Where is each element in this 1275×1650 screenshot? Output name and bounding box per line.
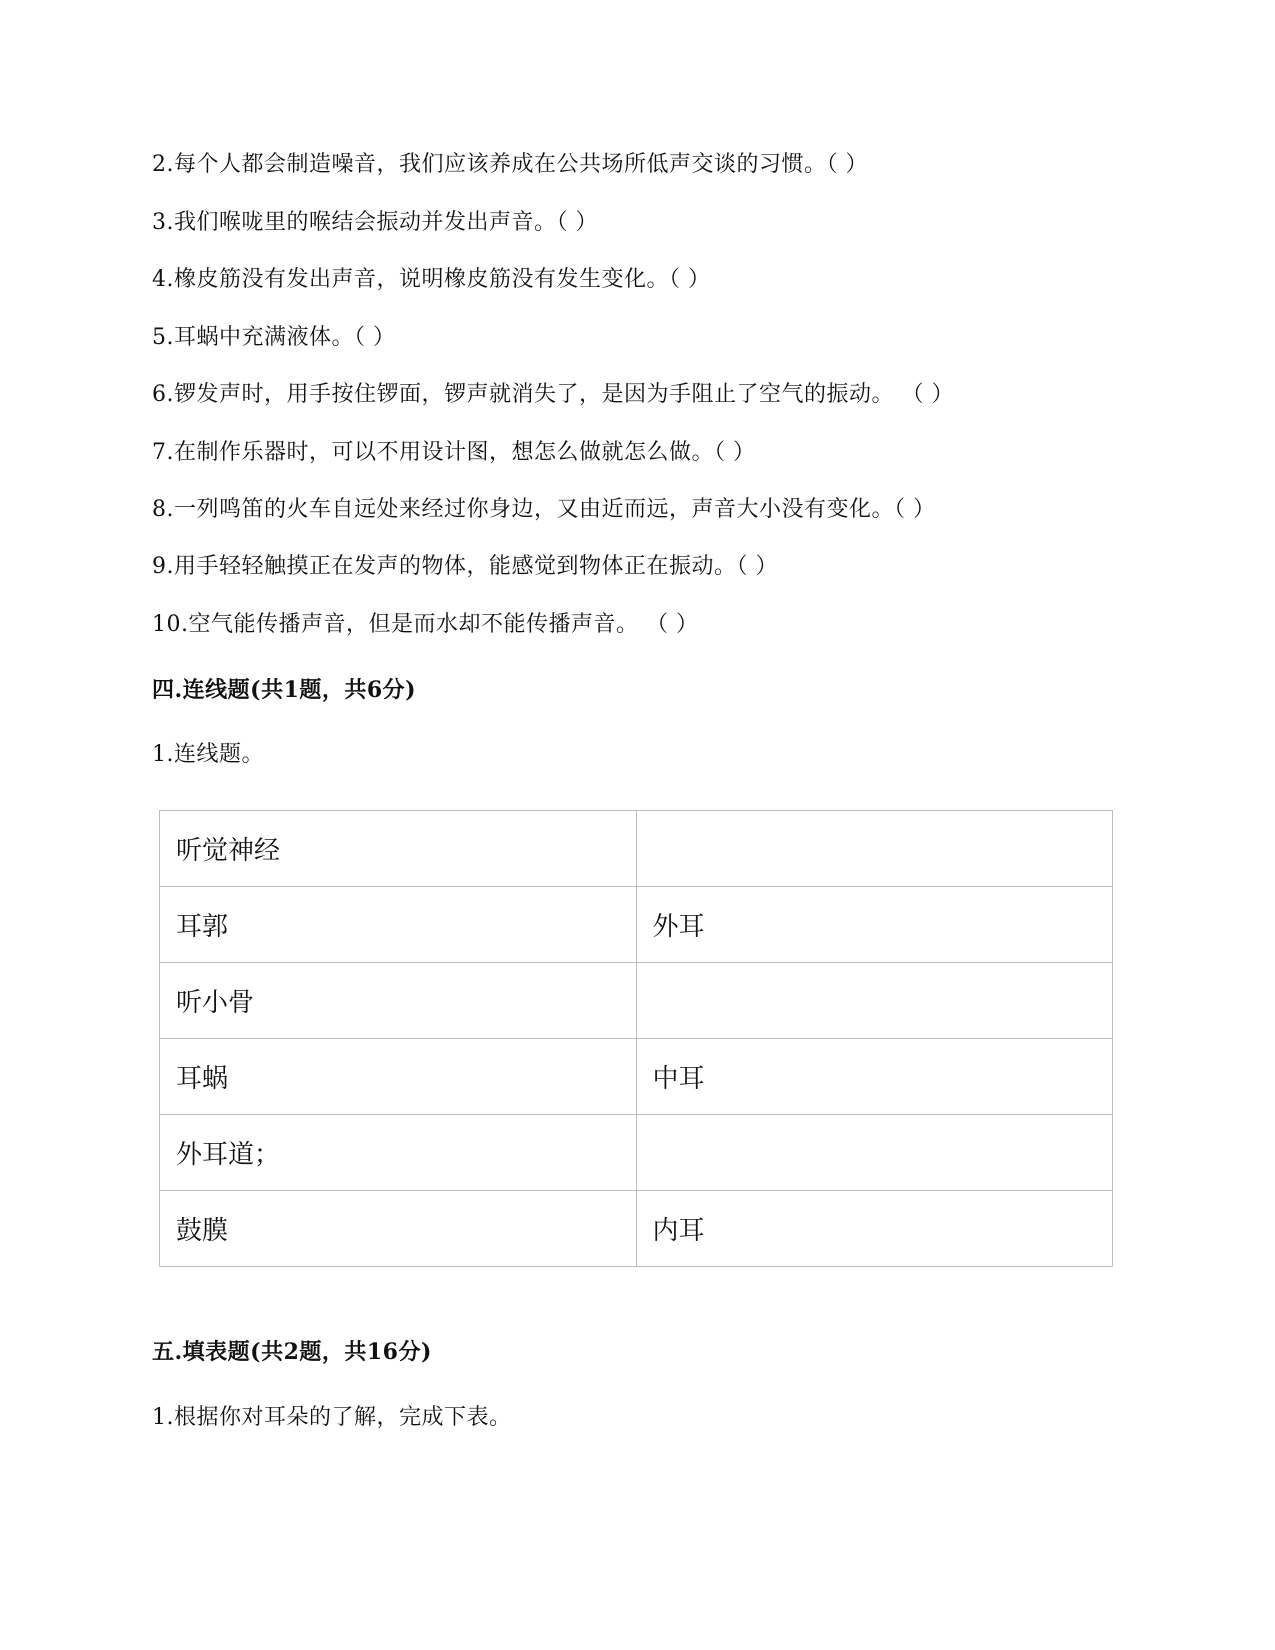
section-4-heading: 四.连线题(共1题，共6分): [152, 677, 417, 703]
question-4: 4.橡皮筋没有发出声音，说明橡皮筋没有发生变化。（ ）: [152, 267, 711, 292]
question-8: 8.一列鸣笛的火车自远处来经过你身边，又由近而远，声音大小没有变化。（ ）: [152, 497, 936, 522]
table-cell-right: 内耳: [636, 1191, 1113, 1267]
section-4-question: 1.连线题。: [152, 742, 264, 767]
table-cell-left: 听小骨: [160, 963, 637, 1039]
table-cell-left: 耳郭: [160, 887, 637, 963]
table-cell-left: 耳蜗: [160, 1039, 637, 1115]
table-row: [160, 887, 1113, 963]
table-cell-right: [636, 963, 1113, 1039]
question-9: 9.用手轻轻触摸正在发声的物体，能感觉到物体正在振动。（ ）: [152, 554, 778, 579]
question-3: 3.我们喉咙里的喉结会振动并发出声音。（ ）: [152, 210, 598, 235]
table-row: [160, 1115, 1113, 1191]
question-5: 5.耳蜗中充满液体。（ ）: [152, 325, 396, 350]
table-cell-right: 中耳: [636, 1039, 1113, 1115]
question-2: 2.每个人都会制造噪音，我们应该养成在公共场所低声交谈的习惯。（ ）: [152, 152, 868, 177]
table-row: [160, 963, 1113, 1039]
table-row: [160, 1191, 1113, 1267]
table-cell-right: 外耳: [636, 887, 1113, 963]
question-6: 6.锣发声时，用手按住锣面，锣声就消失了，是因为手阻止了空气的振动。 （ ）: [152, 382, 954, 407]
matching-table: [159, 810, 1113, 1267]
section-5-question: 1.根据你对耳朵的了解，完成下表。: [152, 1405, 512, 1430]
table-cell-left: 听觉神经: [160, 811, 637, 887]
question-10: 10.空气能传播声音，但是而水却不能传播声音。 （ ）: [152, 612, 699, 637]
section-5-heading: 五.填表题(共2题，共16分): [152, 1339, 432, 1365]
question-7: 7.在制作乐器时，可以不用设计图，想怎么做就怎么做。（ ）: [152, 440, 756, 465]
table-cell-left: 鼓膜: [160, 1191, 637, 1267]
table-cell-left: 外耳道；: [160, 1115, 637, 1191]
table-cell-right: [636, 1115, 1113, 1191]
table-row: [160, 811, 1113, 887]
table-cell-right: [636, 811, 1113, 887]
table-row: [160, 1039, 1113, 1115]
